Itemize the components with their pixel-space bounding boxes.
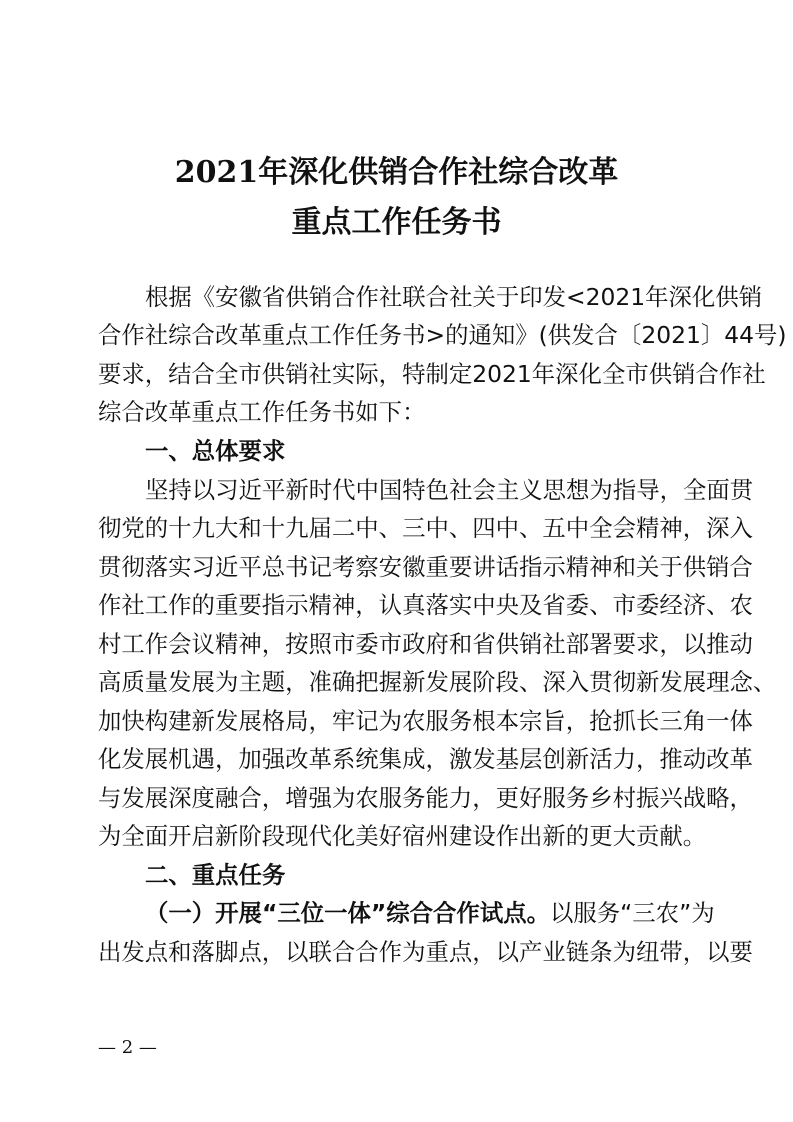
intro-line: 综合改革重点工作任务书如下： — [98, 398, 426, 426]
body-line: 贯彻落实习近平总书记考察安徽重要讲话指示精神和关于供销合 — [98, 553, 753, 581]
intro-line: 根据《安徽省供销合作社联合社关于印发<2021年深化供销 — [145, 283, 763, 311]
section-heading-general-requirements: 一、总体要求 — [145, 437, 286, 465]
body-line: 坚持以习近平新时代中国特色社会主义思想为指导，全面贯 — [145, 476, 754, 504]
body-line: 加快构建新发展格局，牢记为农服务根本宗旨，抢抓长三角一体 — [98, 707, 753, 735]
intro-line: 合作社综合改革重点工作任务书>的通知》(供发合〔2021〕44号) — [98, 321, 787, 349]
body-line: 村工作会议精神，按照市委市政府和省供销社部署要求，以推动 — [98, 630, 753, 658]
body-line: 出发点和落脚点，以联合合作为重点，以产业链条为纽带，以要 — [98, 938, 753, 966]
body-line: 为全面开启新阶段现代化美好宿州建设作出新的更大贡献。 — [98, 822, 707, 850]
document-title-line-1: 2021年深化供销合作社综合改革 — [174, 155, 619, 190]
body-line: 与发展深度融合，增强为农服务能力，更好服务乡村振兴战略， — [98, 784, 753, 812]
body-line: 作社工作的重要指示精神，认真落实中央及省委、市委经济、农 — [98, 591, 753, 619]
document-title-line-2: 重点工作任务书 — [291, 205, 502, 240]
body-line: 彻党的十九大和十九届二中、三中、四中、五中全会精神，深入 — [98, 514, 753, 542]
task-item-text: 以服务“三农”为 — [550, 899, 715, 927]
section-heading-key-tasks: 二、重点任务 — [145, 861, 286, 889]
task-item-title: （一）开展“三位一体”综合合作试点。 — [145, 899, 550, 927]
page-number: — 2 — — [98, 1037, 157, 1058]
body-line: 化发展机遇，加强改革系统集成，激发基层创新活力，推动改革 — [98, 745, 753, 773]
intro-line: 要求，结合全市供销社实际，特制定2021年深化全市供销合作社 — [98, 360, 766, 388]
task-item-line — [145, 898, 715, 928]
body-line: 高质量发展为主题，准确把握新发展阶段、深入贯彻新发展理念、 — [98, 668, 777, 696]
